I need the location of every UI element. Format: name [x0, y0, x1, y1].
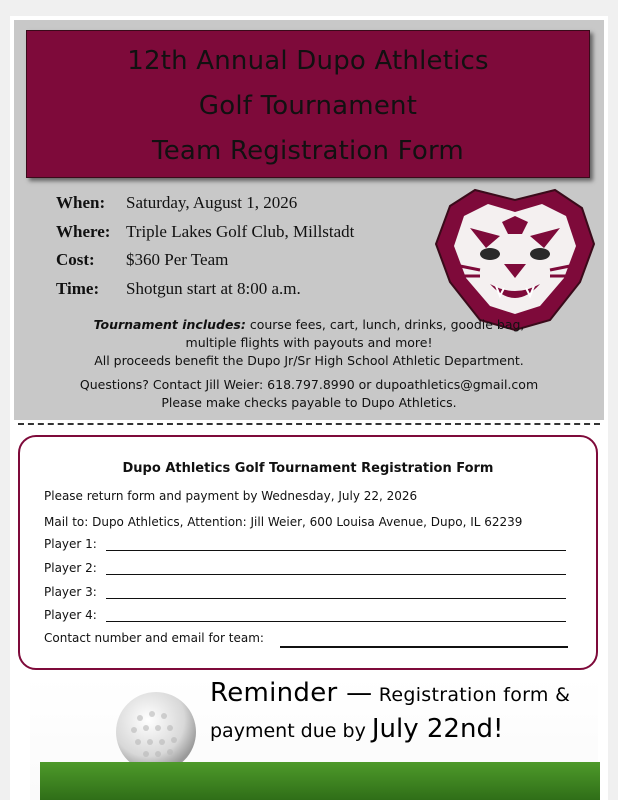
player-1-label: Player 1:: [44, 537, 97, 551]
detail-value: $360 Per Team: [126, 250, 229, 269]
detail-value: Triple Lakes Golf Club, Millstadt: [126, 221, 355, 241]
reminder-word: Reminder —: [210, 678, 373, 708]
contact-label: Contact number and email for team:: [44, 631, 264, 645]
player-2-label: Player 2:: [44, 561, 97, 575]
player-2-field[interactable]: [106, 574, 566, 575]
form-title: Dupo Athletics Golf Tournament Registration Form: [122, 461, 494, 476]
cut-line: [18, 423, 600, 425]
checks-text: Please make checks payable to Dupo Athletics.: [161, 395, 457, 410]
player-3-field[interactable]: [106, 598, 566, 599]
detail-cost: [56, 250, 354, 279]
reminder-line-2: [210, 714, 570, 744]
title-line-3: Team Registration Form: [152, 136, 464, 166]
title-line-1: 12th Annual Dupo Athletics: [127, 46, 489, 76]
detail-where: [56, 222, 354, 251]
reminder-part-2: payment due by: [210, 720, 372, 742]
detail-label: Cost:: [56, 250, 95, 269]
detail-value: Shotgun start at 8:00 a.m.: [126, 278, 301, 298]
reminder-part-1: Registration form &: [372, 684, 571, 706]
reminder-text: [210, 678, 570, 744]
title-banner: [26, 30, 590, 178]
player-1-field[interactable]: [106, 550, 566, 551]
reminder-line-1: [210, 678, 570, 708]
event-details: [56, 193, 354, 307]
detail-time: [56, 279, 354, 308]
registration-form: [18, 435, 598, 670]
detail-label: Where:: [56, 221, 111, 241]
reminder-date: July 22nd!: [371, 714, 504, 744]
detail-value: Saturday, August 1, 2026: [126, 193, 298, 212]
detail-label: When:: [56, 193, 106, 212]
detail-when: [56, 193, 354, 222]
return-by-text: Please return form and payment by Wednesday, July 22, 2026: [44, 489, 418, 503]
includes-line: [14, 316, 604, 334]
includes-line-2: multiple flights with payouts and more!: [185, 335, 433, 350]
includes-text: course fees, cart, lunch, drinks, goodie bag,: [245, 317, 525, 332]
tournament-info: [14, 316, 604, 412]
player-3-label: Player 3:: [44, 585, 97, 599]
includes-label: Tournament includes:: [93, 317, 246, 332]
grass-strip: [40, 762, 600, 800]
proceeds-text: All proceeds benefit the Dupo Jr/Sr High School Athletic Department.: [94, 353, 524, 368]
player-4-field[interactable]: [106, 621, 566, 622]
title-line-2: Golf Tournament: [198, 91, 418, 121]
mail-to-text: Mail to: Dupo Athletics, Attention: Jill Weier, 600 Louisa Avenue, Dupo, IL 62239: [44, 515, 523, 529]
questions-text: Questions? Contact Jill Weier: 618.797.8990 or dupoathletics@gmail.com: [79, 377, 539, 392]
tiger-mascot-icon: [430, 186, 600, 332]
detail-label: Time:: [56, 278, 100, 298]
contact-field[interactable]: [280, 646, 568, 648]
player-4-label: Player 4:: [44, 608, 97, 622]
